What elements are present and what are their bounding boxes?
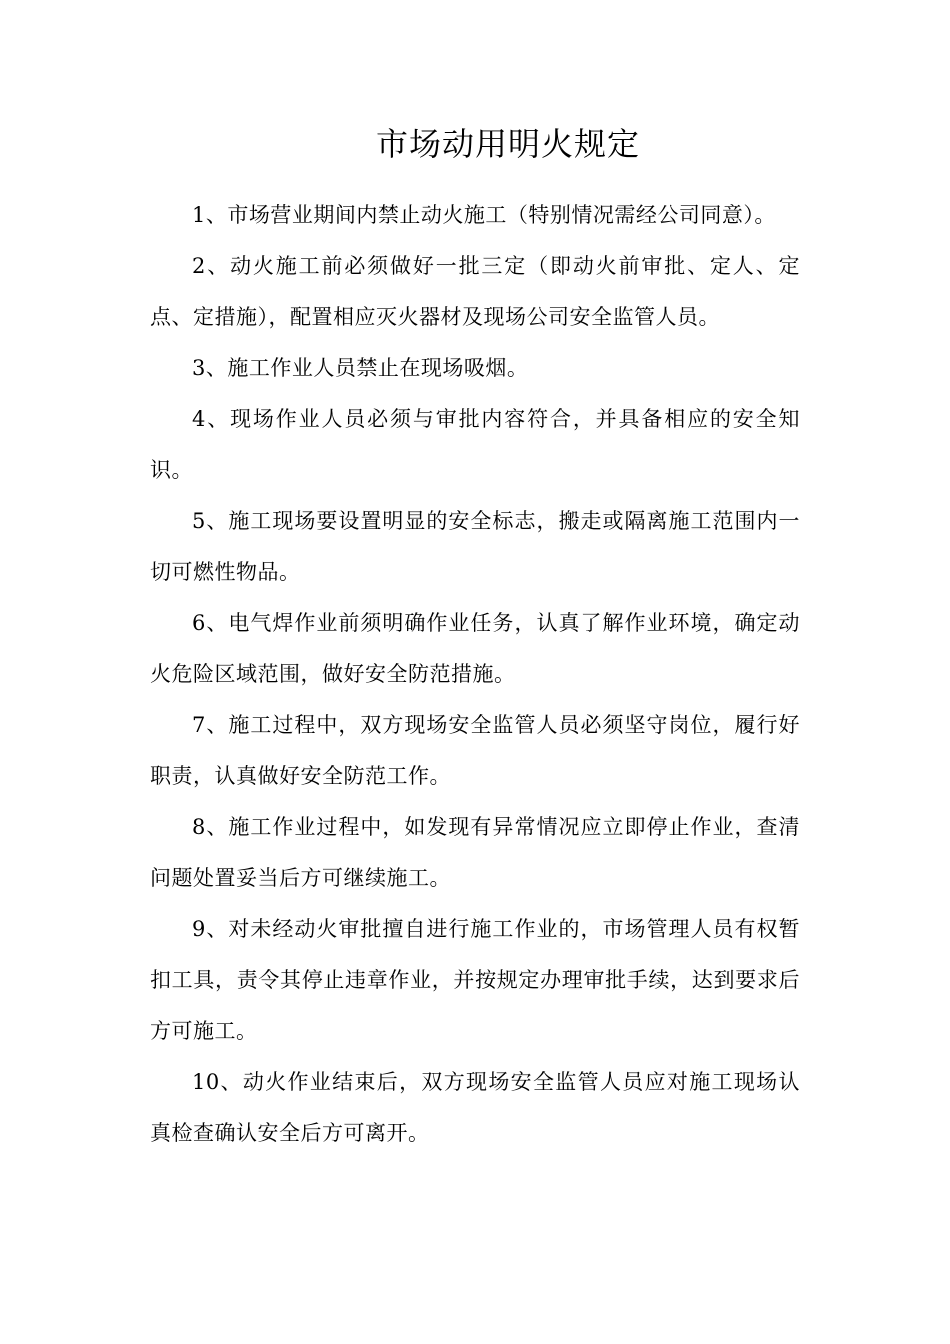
regulation-item-1: 1、市场营业期间内禁止动火施工（特别情况需经公司同意）。 bbox=[192, 203, 776, 227]
regulation-item-5: 5、施工现场要设置明显的安全标志，搬走或隔离施工范围内一切可燃性物品。 bbox=[150, 509, 800, 584]
regulation-item-8: 8、施工作业过程中，如发现有异常情况应立即停止作业，查清问题处置妥当后方可继续施工。 bbox=[150, 815, 800, 890]
regulation-item-9: 9、对未经动火审批擅自进行施工作业的，市场管理人员有权暂扣工具，责令其停止违章作业，并按规定办理审批手续，达到要求后方可施工。 bbox=[150, 917, 800, 1043]
page-title: 市场动用明火规定 bbox=[375, 125, 640, 163]
regulation-item-10: 10、动火作业结束后，双方现场安全监管人员应对施工现场认真检查确认安全后方可离开。 bbox=[150, 1070, 800, 1145]
regulation-item-6: 6、电气焊作业前须明确作业任务，认真了解作业环境，确定动火危险区域范围，做好安全防范措施。 bbox=[150, 611, 800, 686]
regulation-list bbox=[150, 190, 800, 1159]
regulation-item-2: 2、动火施工前必须做好一批三定（即动火前审批、定人、定点、定措施），配置相应灭火器材及现场公司安全监管人员。 bbox=[150, 254, 800, 329]
regulation-item-3: 3、施工作业人员禁止在现场吸烟。 bbox=[192, 356, 529, 380]
regulation-item-7: 7、施工过程中，双方现场安全监管人员必须坚守岗位，履行好职责，认真做好安全防范工作。 bbox=[150, 713, 800, 788]
regulation-item-4: 4、现场作业人员必须与审批内容符合，并具备相应的安全知识。 bbox=[150, 407, 800, 482]
